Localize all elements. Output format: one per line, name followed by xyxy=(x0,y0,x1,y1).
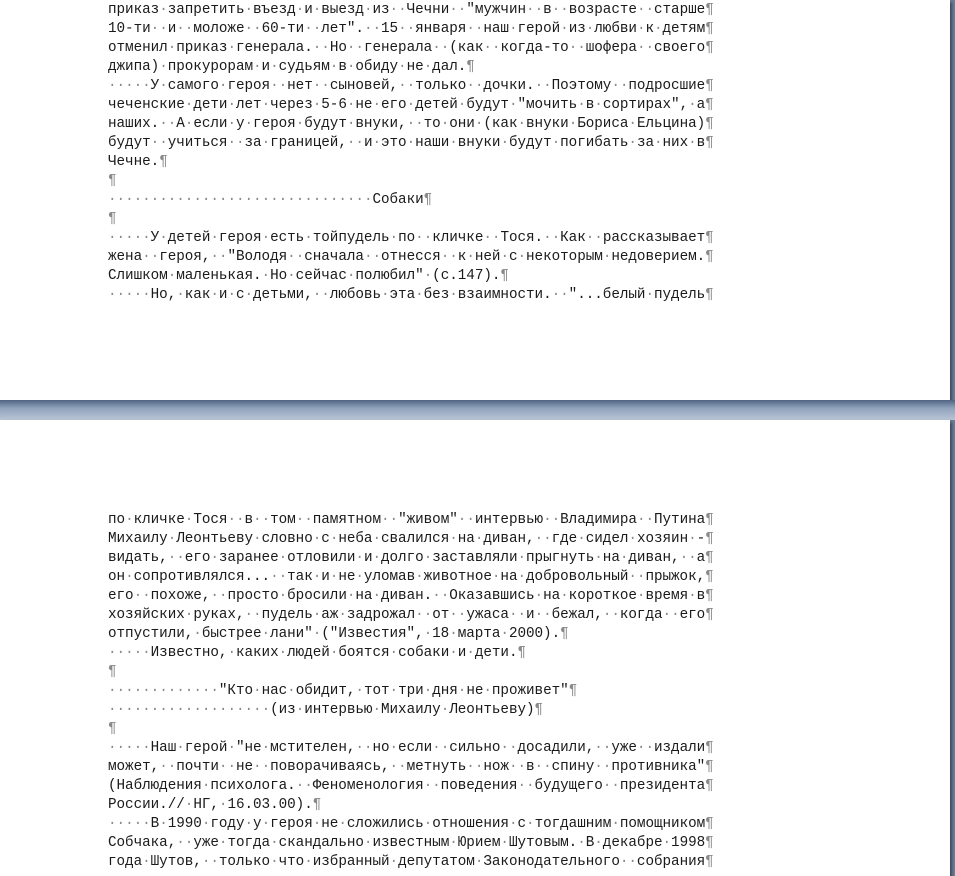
text-line: будут··учиться··за·границей,··и·это·наши·внуки·будут·погибать·за·них·в¶ xyxy=(108,135,714,151)
page-gap xyxy=(0,400,955,420)
text-line: чеченские·дети·лет·через·5-6·не·его·детей·будут·"мочить·в·сортирах",·а¶ xyxy=(108,97,714,113)
text-line: ¶ xyxy=(108,211,117,227)
text-line: ···················(из·интервью·Михаилу·Леонтьеву)¶ xyxy=(108,702,544,718)
text-line: видать,··его·заранее·отловили·и·долго·заставляли·прыгнуть·на·диван,··а¶ xyxy=(108,550,714,566)
text-line: ¶ xyxy=(108,664,117,680)
document-page-2 xyxy=(0,420,950,876)
text-line: наших.··А·если·у·героя·будут·внуки,··то·они·(как·внуки·Бориса·Ельцина)¶ xyxy=(108,116,714,132)
text-line: ¶ xyxy=(108,721,117,737)
text-line: его··похоже,··просто·бросили·на·диван.··Оказавшись·на·короткое·время·в¶ xyxy=(108,588,714,604)
text-line: отпустили,·быстрее·лани"·("Известия",·18·марта·2000).¶ xyxy=(108,626,569,642)
text-line: может,··почти··не··поворачиваясь,··метнуть··нож··в··спину··противника"¶ xyxy=(108,759,714,775)
text-line: ·····Наш·герой·"не·мстителен,··но·если··сильно··досадили,··уже··издали¶ xyxy=(108,740,714,756)
text-line: жена··героя,··"Володя··сначала··отнесся··к·ней·с·некоторым·недоверием.¶ xyxy=(108,249,714,265)
text-line: года·Шутов,··только·что·избранный·депутатом·Законодательного··собрания¶ xyxy=(108,854,714,870)
text-line: Чечне.¶ xyxy=(108,154,168,170)
text-line: отменил·приказ·генерала.··Но··генерала··(как··когда-то··шофера··своего¶ xyxy=(108,40,714,56)
text-line: ·····У·самого·героя··нет··сыновей,··только··дочки.··Поэтому··подросшие¶ xyxy=(108,78,714,94)
text-line: ·······························Собаки¶ xyxy=(108,192,433,208)
text-line: Михаилу·Леонтьеву·словно·с·неба·свалился·на·диван,··где·сидел·хозяин·-¶ xyxy=(108,531,714,547)
text-line: он·сопротивлялся...··так·и·не·уломав·животное·на·добровольный··прыжок,¶ xyxy=(108,569,714,585)
text-line: ·····В·1990·году·у·героя·не·сложились·отношения·с·тогдашним·помощником¶ xyxy=(108,816,714,832)
text-line: 10-ти··и··моложе··60-ти··лет".··15··января··наш·герой·из·любви·к·детям¶ xyxy=(108,21,714,37)
text-line: ·····У·детей·героя·есть·тойпудель·по··кличке··Тося.··Как··рассказывает¶ xyxy=(108,230,714,246)
text-line: ¶ xyxy=(108,173,117,189)
page-2-text[interactable] xyxy=(108,511,824,872)
text-line: (Наблюдения·психолога.··Феноменология··поведения··будущего··президента¶ xyxy=(108,778,714,794)
text-line: приказ·запретить·въезд·и·выезд·из··Чечни··"мужчин··в··возрасте··старше¶ xyxy=(108,2,714,18)
document-page-1 xyxy=(0,0,950,400)
text-line: хозяйских·руках,··пудель·аж·задрожал··от··ужаса··и··бежал,··когда··его¶ xyxy=(108,607,714,623)
text-line: Собчака,··уже·тогда·скандально·известным·Юрием·Шутовым.·В·декабре·1998¶ xyxy=(108,835,714,851)
text-line: России.//·НГ,·16.03.00).¶ xyxy=(108,797,322,813)
text-line: Слишком·маленькая.·Но·сейчас·полюбил"·(с.147).¶ xyxy=(108,268,509,284)
text-line: ·····Известно,·каких·людей·боятся·собаки·и·дети.¶ xyxy=(108,645,527,661)
text-line: ·············"Кто·нас·обидит,·тот·три·дня·не·проживет"¶ xyxy=(108,683,578,699)
text-line: джипа)·прокурорам·и·судьям·в·обиду·не·дал.¶ xyxy=(108,59,475,75)
page-1-text[interactable] xyxy=(108,1,824,305)
text-line: по·кличке·Тося··в··том··памятном··"живом"··интервью··Владимира··Путина¶ xyxy=(108,512,714,528)
text-line: ·····Но,·как·и·с·детьми,··любовь·эта·без·взаимности.··"...белый·пудель¶ xyxy=(108,287,714,303)
